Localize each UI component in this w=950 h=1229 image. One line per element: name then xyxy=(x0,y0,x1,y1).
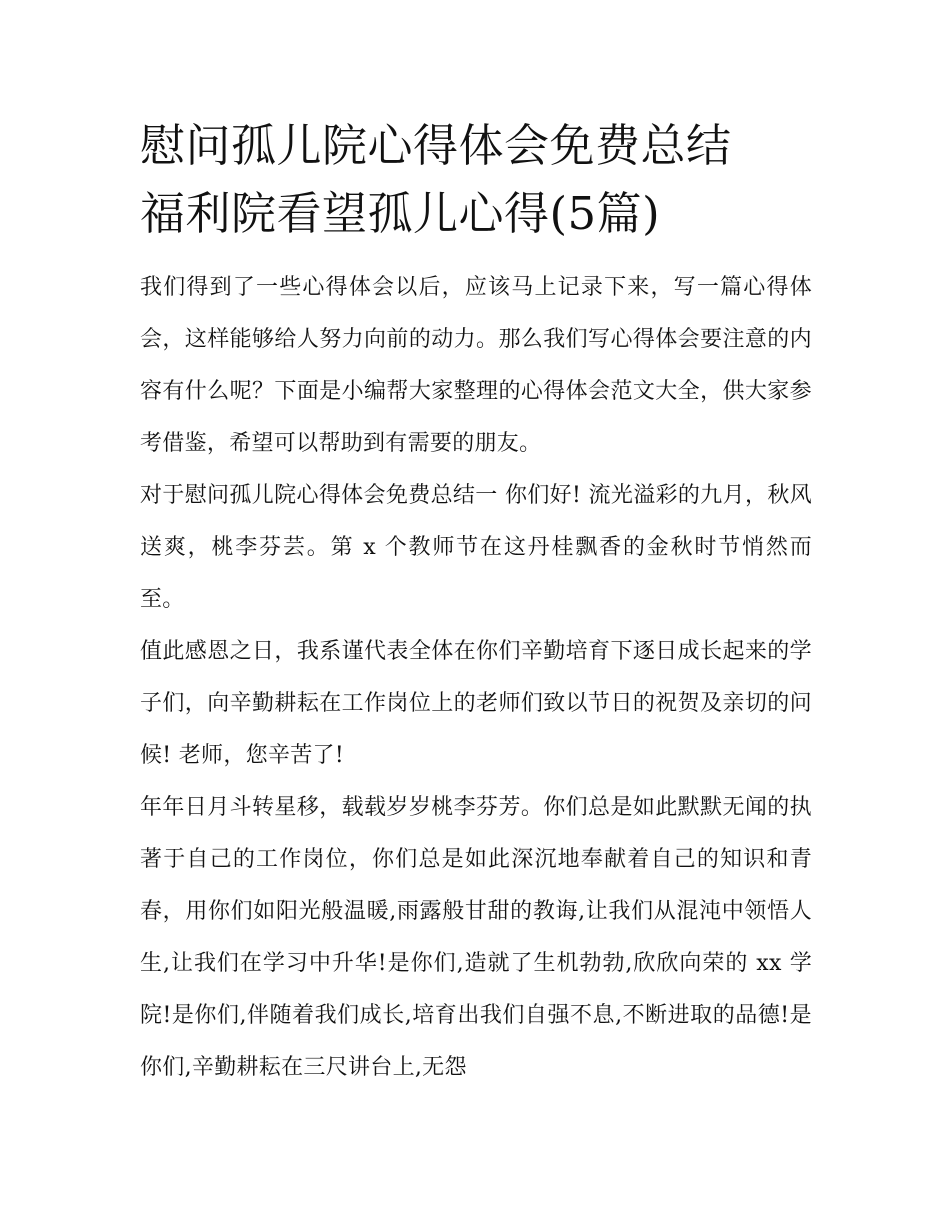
title-line-1: 慰问孤儿院心得体会免费总结 xyxy=(140,119,732,172)
paragraph-greeting: 对于慰问孤儿院心得体会免费总结一 你们好! 流光溢彩的九月，秋风送爽，桃李芬芸。第 x 个教师节在这丹桂飘香的金秋时节悄然而至。 xyxy=(140,483,812,612)
document-body xyxy=(140,112,812,1094)
document-title xyxy=(140,112,812,248)
paragraph-intro: 我们得到了一些心得体会以后，应该马上记录下来，写一篇心得体会，这样能够给人努力向前的动力。那么我们写心得体会要注意的内容有什么呢？下面是小编帮大家整理的心得体会范文大全，供大家参考借鉴，希望可以帮助到有需要的朋友。 xyxy=(140,275,812,456)
paragraph-thanks: 值此感恩之日，我系谨代表全体在你们辛勤培育下逐日成长起来的学子们，向辛勤耕耘在工作岗位上的老师们致以节日的祝贺及亲切的问候! 老师，您辛苦了! xyxy=(140,639,812,768)
title-line-2: 福利院看望孤儿心得(5篇) xyxy=(140,187,661,240)
paragraph-praise: 年年日月斗转星移，载载岁岁桃李芬芳。你们总是如此默默无闻的执著于自己的工作岗位，你们总是如此深沉地奉献着自己的知识和青春，用你们如阳光般温暖,雨露般甘甜的教诲,让我们从混沌中领悟人生,让我们在学习中升华!是你们,造就了生机勃勃,欣欣向荣的 xx 学院!是你们,伴随着我们成长,培育出我们自强不息,不断进取的品德!是你们,辛勤耕耘在三尺讲台上,无怨 xyxy=(140,795,812,1080)
